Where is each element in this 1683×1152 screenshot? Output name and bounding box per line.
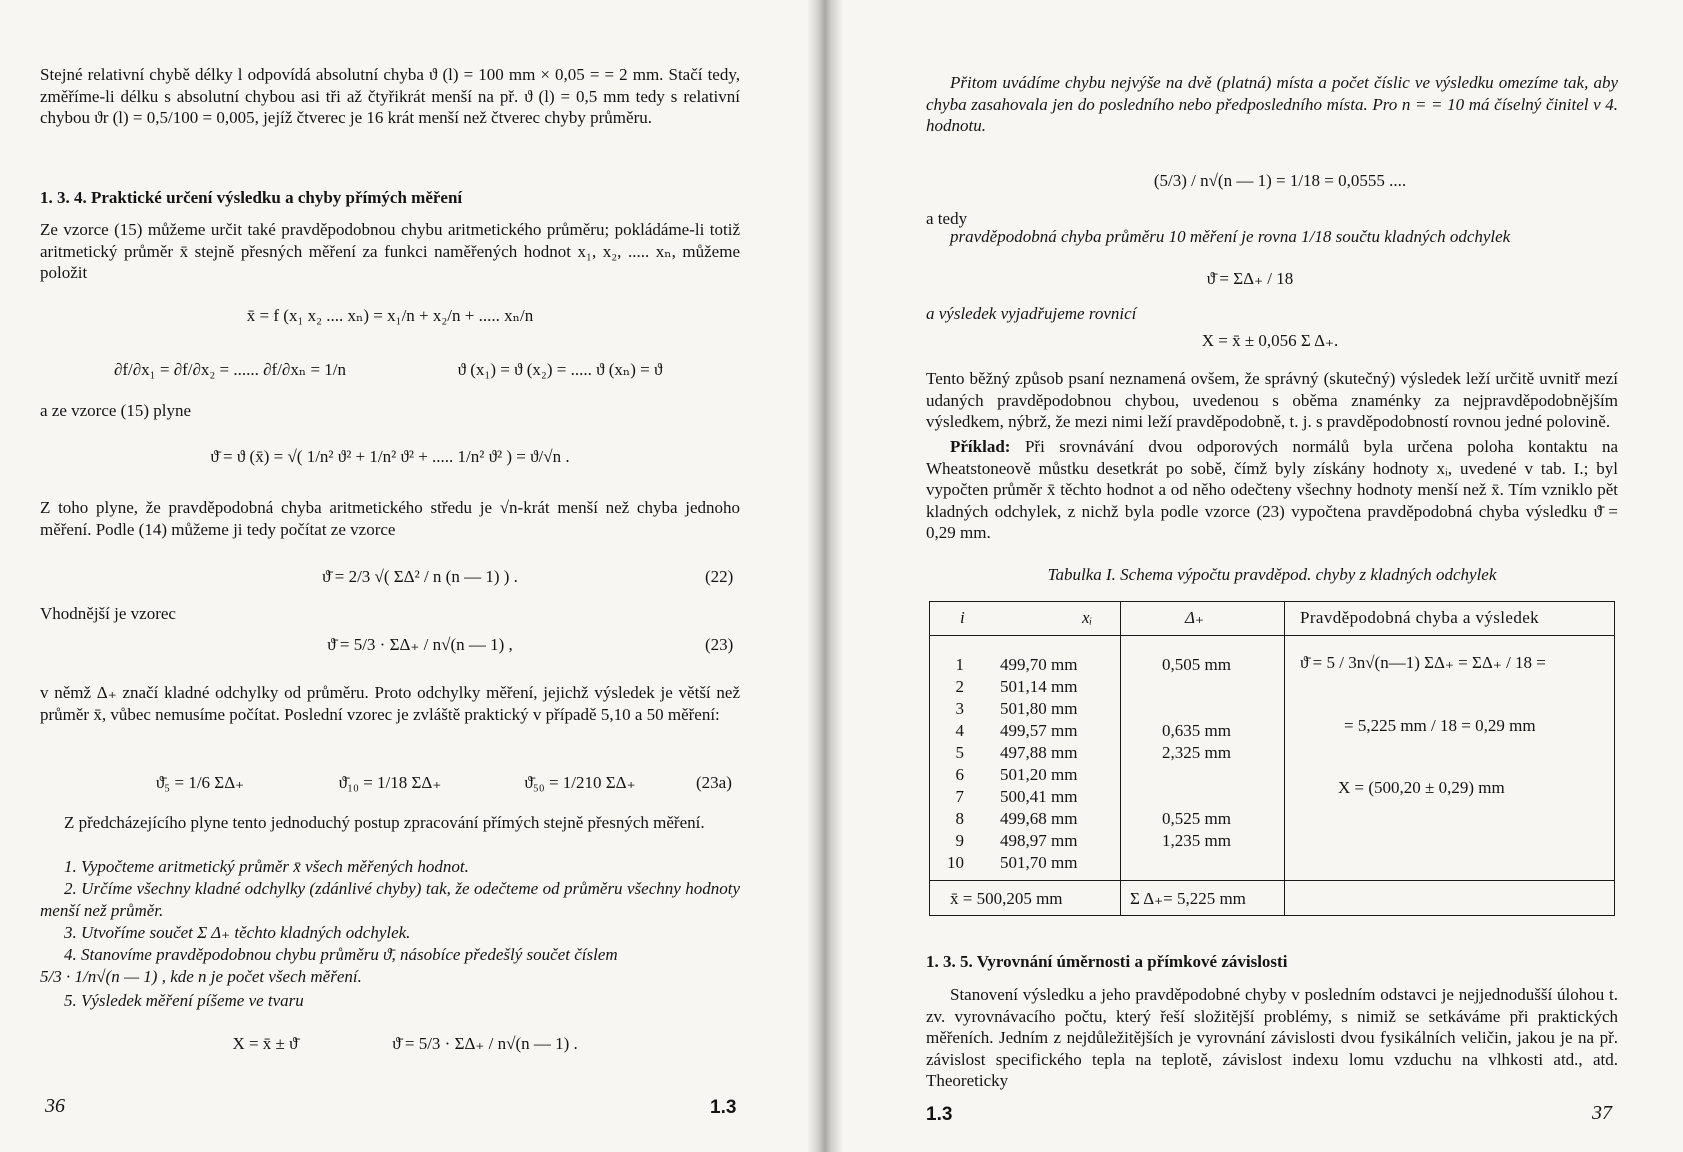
table-row	[930, 764, 1284, 786]
left-page	[0, 0, 820, 1152]
equation-23a-5: ϑ̄₅ = 1/6 ΣΔ₊	[155, 773, 245, 792]
table-cell-delta: 2,325 mm	[1162, 743, 1231, 762]
table-result-equation-2: = 5,225 mm / 18 = 0,29 mm	[1344, 716, 1536, 735]
table-cell-x: 501,14 mm	[1000, 677, 1078, 696]
text-better-formula: Vhodnější je vzorec	[40, 604, 176, 623]
table-row	[930, 720, 1284, 742]
section-mark-left: 1.3	[710, 1097, 737, 1118]
equation-result-theta: ϑ̄ = 5/3 · ΣΔ₊ / n√(n — 1) .	[392, 1034, 578, 1053]
table-row	[930, 808, 1284, 830]
table-cell-i: 9	[955, 831, 964, 850]
text-from-formula-15: a ze vzorce (15) plyne	[40, 401, 192, 420]
table-row	[930, 852, 1284, 874]
paragraph-intro: Stejné relativní chybě délky l odpovídá absolutní chyba ϑ (l) = 100 mm × 0,05 = = 2 mm. Stačí tedy, změříme-li délku s absolutní chybou asi tři až čtyřikrát menší na př. ϑ (l) = 0,5 mm tedy s relativní chybou ϑr (l) = 0,5/100 = 0,005, jejíž čtverec je 16 krát menší než čtverec chyby průměru.	[40, 65, 740, 127]
table-header-result: Pravděpodobná chyba a výsledek	[1300, 608, 1540, 627]
table-cell-x: 501,20 mm	[1000, 765, 1078, 784]
page-number-left: 36	[45, 1095, 65, 1117]
procedure-step-4-factor: 5/3 · 1/n√(n — 1) , kde n je počet všech měření.	[40, 967, 362, 986]
equation-result-X: X = x̄ ± ϑ̄	[232, 1034, 298, 1053]
page-number-right: 37	[1592, 1102, 1612, 1124]
table-row	[930, 676, 1284, 698]
paragraph-interpretation: Tento běžný způsob psaní neznamená ovšem, že správný (skutečný) výsledek leží určitě uvnitř mezí udaných pravděpodobnou chybou, uvedenou s oběma znaménky za nejpravděpodobnějším výsledkem, nýbrž, že mezi nimi leží pravděpodobně, t. j. s pravděpodobností rovnou jedné polovině.	[926, 369, 1618, 431]
procedure-step-2: 2. Určíme všechny kladné odchylky (zdánlivé chyby) tak, že odečteme od průměru všechny hodnoty menší než průměr.	[40, 879, 740, 920]
table-row	[930, 830, 1284, 852]
table-row	[930, 786, 1284, 808]
equation-mean-error: ϑ̄ = ϑ (x̄) = √( 1/n² ϑ² + 1/n² ϑ² + ..... 1/n² ϑ² ) = ϑ/√n .	[210, 447, 570, 466]
table-header-delta: Δ₊	[1185, 608, 1204, 627]
table-cell-i: 7	[955, 787, 964, 806]
table-cell-x: 501,80 mm	[1000, 699, 1078, 718]
table-cell-delta: 1,235 mm	[1162, 831, 1231, 850]
equation-23: ϑ̄ = 5/3 · ΣΔ₊ / n√(n — 1) ,	[327, 635, 513, 654]
paragraph-mean-function: Ze vzorce (15) můžeme určit také pravděpodobnou chybu aritmetického průměru; pokládáme-li totiž aritmetický průměr x̄ stejně přesných měření za funkci naměřených hodnot x₁, x₂, ..... xₙ, můžeme položit	[40, 220, 740, 282]
table-cell-delta: 0,635 mm	[1162, 721, 1231, 740]
example-text: Při srovnávání dvou odporových normálů byla určena poloha kontaktu na Wheatstoneově můstku desetkrát po sobě, čímž byly získány hodnoty xᵢ, uvedené v tab. I.; byl vypočten průměr x̄ těchto hodnot a od něho odečteny všechny hodnoty menší než x̄. Tím vzniklo pět kladných odchylek, z nichž byla podle vzorce (23) vypočtena pravděpodobná chyba výsledku ϑ̄ = 0,29 mm.	[926, 437, 1619, 542]
equation-partials: ∂f/∂x₁ = ∂f/∂x₂ = ...... ∂f/∂xₙ = 1/n	[114, 360, 346, 379]
procedure-step-5: 5. Výsledek měření píšeme ve tvaru	[64, 991, 304, 1010]
paragraph-rounding-note: Přitom uvádíme chybu nejvýše na dvě (platná) místa a počet číslic ve výsledku omezíme tak, aby chyba zasahovala jen do posledního nebo předposledního místa. Pro n = = 10 má číselný činitel v 4. hodnotu.	[926, 73, 1618, 135]
table-cell-i: 2	[955, 677, 964, 696]
table-cell-i: 8	[955, 809, 964, 828]
table-result-equation-1: ϑ̄ = 5 / 3n√(n—1) ΣΔ₊ = ΣΔ₊ / 18 =	[1300, 653, 1546, 672]
table-cell-i: 10	[947, 853, 964, 872]
section-mark-right: 1.3	[926, 1104, 953, 1125]
equation-mean: x̄ = f (x₁ x₂ .... xₙ) = x₁/n + x₂/n + ..... xₙ/n	[246, 306, 534, 325]
procedure-step-3: 3. Utvoříme součet Σ Δ₊ těchto kladných odchylek.	[64, 923, 411, 942]
table-i	[929, 601, 1615, 916]
table-cell-i: 1	[955, 655, 964, 674]
table-cell-x: 499,70 mm	[1000, 655, 1078, 674]
equation-factor-18: (5/3) / n√(n — 1) = 1/18 = 0,0555 ....	[1153, 171, 1407, 190]
table-cell-x: 499,57 mm	[1000, 721, 1078, 740]
table-row	[930, 654, 1284, 676]
table-cell-x: 500,41 mm	[1000, 787, 1078, 806]
table-row	[930, 698, 1284, 720]
equation-theta-18: ϑ̄ = ΣΔ₊ / 18	[1206, 269, 1294, 288]
equation-22: ϑ̄ = 2/3 √( ΣΔ² / n (n — 1) ) .	[322, 567, 518, 586]
paragraph-example	[926, 436, 1618, 544]
equation-X-result: X = x̄ ± 0,056 Σ Δ₊.	[1201, 331, 1339, 350]
table-footer-mean: x̄ = 500,205 mm	[950, 889, 1063, 908]
table-cell-i: 3	[955, 699, 964, 718]
table-footer-sum: Σ Δ₊= 5,225 mm	[1130, 889, 1246, 908]
table-caption: Tabulka I. Schema výpočtu pravděpod. chyby z kladných odchylek	[1047, 565, 1497, 584]
table-cell-x: 498,97 mm	[1000, 831, 1078, 850]
table-cell-delta: 0,525 mm	[1162, 809, 1231, 828]
section-heading-1-3-4: 1. 3. 4. Praktické určení výsledku a chyby přímých měření	[40, 188, 463, 207]
equation-number-23a: (23a)	[696, 773, 732, 792]
table-result-equation-3: X = (500,20 ± 0,29) mm	[1338, 778, 1505, 797]
text-and-therefore: a tedy	[926, 209, 968, 228]
table-header-i: i	[960, 608, 965, 627]
equation-23a-10: ϑ̄₁₀ = 1/18 ΣΔ₊	[338, 773, 442, 792]
equation-number-23: (23)	[705, 635, 734, 654]
paragraph-sqrt-n: Z toho plyne, že pravděpodobná chyba aritmetického středu je √n-krát menší než chyba jednoho měření. Podle (14) můžeme ji tedy počítat ze vzorce	[40, 498, 740, 539]
paragraph-positive-deviations: v němž Δ₊ značí kladné odchylky od průměru. Proto odchylky měření, jejichž výsledek je větší než průměr x̄, vůbec nemusíme počítat. Poslední vzorec je zvláště praktický v případě 5,10 a 50 měření:	[40, 683, 740, 724]
table-cell-i: 6	[955, 765, 964, 784]
table-cell-delta: 0,505 mm	[1162, 655, 1231, 674]
equation-number-22: (22)	[705, 567, 734, 586]
procedure-step-1: 1. Vypočteme aritmetický průměr x̄ všech měřených hodnot.	[64, 857, 469, 876]
table-row	[930, 742, 1284, 764]
paragraph-procedure: Z předcházejícího plyne tento jednoduchý postup zpracování přímých stejně přesných měření.	[64, 813, 705, 832]
table-cell-x: 497,88 mm	[1000, 743, 1078, 762]
equation-23a-50: ϑ̄₅₀ = 1/210 ΣΔ₊	[524, 773, 636, 792]
example-label: Příklad:	[950, 437, 1011, 456]
table-cell-x: 499,68 mm	[1000, 809, 1078, 828]
section-heading-1-3-5: 1. 3. 5. Vyrovnání úměrnosti a přímkové závislosti	[926, 952, 1288, 971]
table-cell-x: 501,70 mm	[1000, 853, 1078, 872]
equation-equal-errors: ϑ (x₁) = ϑ (x₂) = ..... ϑ (xₙ) = ϑ	[457, 360, 663, 379]
paragraph-least-squares: Stanovení výsledku a jeho pravděpodobné chyby v posledním odstavci je nejjednodušší úlohou t. zv. vyrovnávacího počtu, který řeší složitější problémy, s nimiž se setkáváme při praktických měřeních. Jedním z nejdůležitějších je vyrovnání závislosti dvou fysikálních veličin, jakou je na př. závislost specifického tepla na teplotě, závislost indexu lomu vzduchu na vlhkosti atd., atd. Theoreticky	[926, 985, 1618, 1090]
procedure-step-4: 4. Stanovíme pravděpodobnou chybu průměru ϑ̄, násobíce předešlý součet číslem	[64, 945, 618, 964]
text-result-equation: a výsledek vyjadřujeme rovnicí	[926, 304, 1137, 323]
paragraph-mean-error-18: pravděpodobná chyba průměru 10 měření je rovna 1/18 součtu kladných odchylek	[950, 227, 1511, 246]
table-cell-i: 4	[955, 721, 964, 740]
table-header-x: xᵢ	[1082, 608, 1093, 627]
table-cell-i: 5	[955, 743, 964, 762]
